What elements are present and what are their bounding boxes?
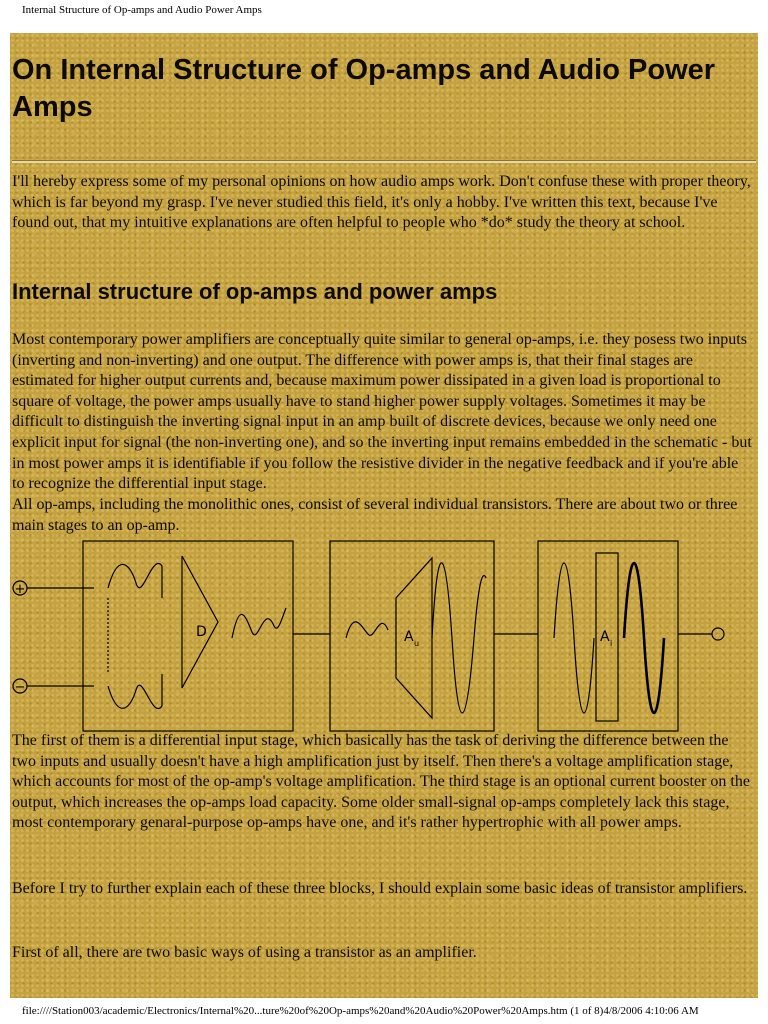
voltage-amp-symbol — [396, 558, 432, 718]
page-background — [10, 33, 758, 998]
output-terminal — [712, 628, 724, 640]
intro-paragraph: I'll hereby express some of my personal opinions on how audio amps work. Don't confuse these with proper theory, which is far beyond my grasp. I've never studied this field, it's only a hobby. I've written this text, because I've found out, that my intuitive explanations are often helpful to people who *do* study the theory at school. — [12, 173, 751, 232]
plus-sign: + — [14, 582, 26, 597]
differential-amp-triangle — [182, 556, 218, 688]
paragraph-basic-ways: First of all, there are two basic ways of using a transistor as an amplifier. — [12, 944, 477, 961]
stage2-label: A — [404, 629, 414, 645]
stage3-subscript: i — [610, 639, 613, 648]
horizontal-rule — [12, 160, 756, 163]
minus-sign: − — [14, 680, 26, 695]
stage1-label: D — [196, 624, 207, 640]
print-footer: file:////Station003/academic/Electronics/Internal%20...ture%20of%20Op-amps%20and%20Audio%20Power%20Amps.htm (1 of 8)4/8/2006 4:10:06 AM — [22, 1005, 699, 1017]
op-amp-block-diagram — [12, 538, 756, 738]
print-header: Internal Structure of Op-amps and Audio Power Amps — [22, 4, 262, 16]
paragraph-transistor-intro: Before I try to further explain each of these three blocks, I should explain some basic ideas of transistor amplifiers. — [12, 880, 748, 897]
paragraph-stage-description: The first of them is a differential input stage, which basically has the task of deriving the difference between the two inputs and usually doesn't have a high amplification just by itself. Then there's a voltage amplification stage, which accounts for most of the op-amp's voltage amplification. The third stage is an optional current booster on the output, which increases the op-amps load capacity. Some older small-signal op-amps completely lack this stage, most contemporary genaral-purpose op-amps have one, and it's rather hypertrophic with all power amps. — [12, 732, 750, 832]
stage3-label: A — [600, 629, 610, 645]
stage2-subscript: u — [414, 639, 420, 648]
paragraph-power-amps: Most contemporary power amplifiers are conceptually quite similar to general op-amps, i.e. they posess two inputs (inverting and non-inverting) and one output. The difference with power amps is, that their final stages are estimated for higher output currents and, because maximum power dissipated in a given load is proportional to square of voltage, the power amps usually have to stand higher power supply voltages. Sometimes it may be difficult to distinguish the inverting signal input in an amp built of discrete devices, because we only need one explicit input for signal (the non-inverting one), and so the inverting input remains embedded in the schematic - but in most power amps it is identifiable if you follow the resistive divider in the negative feedback and if you're able to recognize the differential input stage. — [12, 331, 752, 493]
section-heading: Internal structure of op-amps and power amps — [12, 279, 498, 304]
page-title: On Internal Structure of Op-amps and Audio Power Amps — [12, 54, 716, 123]
paragraph-op-amp-stages: All op-amps, including the monolithic ones, consist of several individual transistors. There are about two or three main stages to an op-amp. — [12, 496, 738, 534]
